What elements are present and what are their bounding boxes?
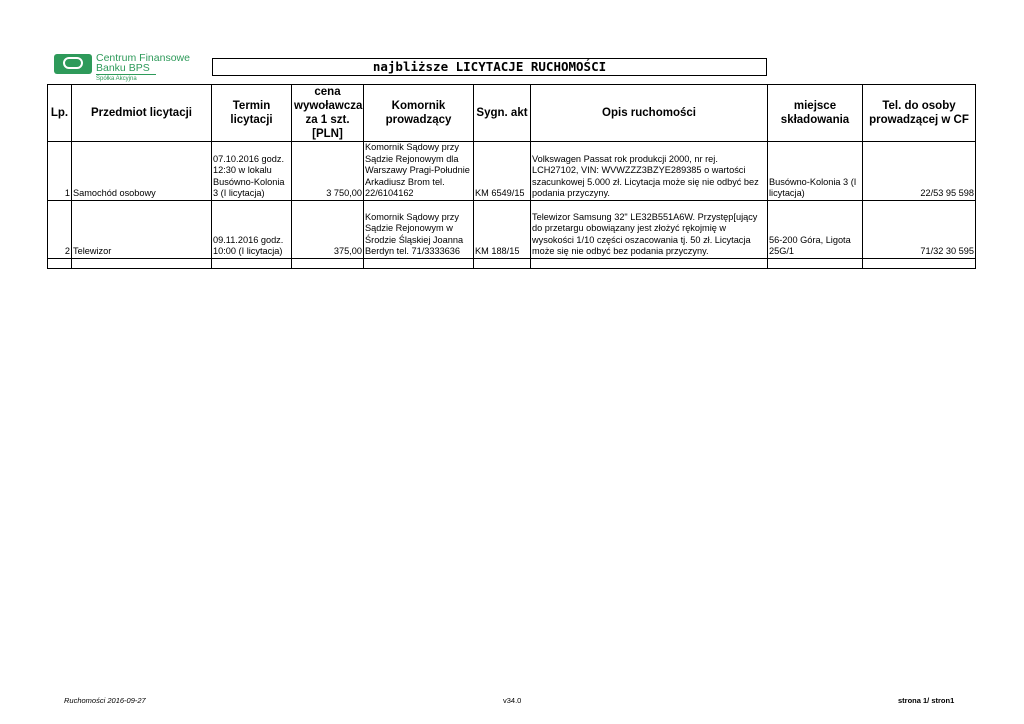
- cell-description: Volkswagen Passat rok produkcji 2000, nr rej. LCH27102, VIN: WVWZZZ3BZYE289385 o wartości szacunkowej 5.000 zł. Licytacja może się nie odbyć bez podania przyczyny.: [531, 142, 768, 201]
- cell-tel: 71/32 30 595: [863, 200, 976, 258]
- header-place: miejsce składowania: [768, 85, 863, 142]
- logo-speech-bubble-icon: [54, 54, 92, 74]
- company-logo: [54, 54, 204, 82]
- cell-lp: 2: [48, 200, 72, 258]
- table-row: [48, 200, 976, 258]
- cell-description: Telewizor Samsung 32" LE32B551A6W. Przystęp[ujący do przetargu obowiązany jest złożyć rękojmię w wysokości 1/10 części oszacowania tj. 50 zł. Licytacja może się nie odbyć bez podania przyczyny.: [531, 200, 768, 258]
- header-subject: Przedmiot licytacji: [72, 85, 212, 142]
- logo-name: Centrum Finansowe Banku BPS: [96, 52, 190, 74]
- cell-price: 375,00: [292, 200, 364, 258]
- header-lp: Lp.: [48, 85, 72, 142]
- table-row-empty: [48, 258, 976, 268]
- cell-price: 3 750,00: [292, 142, 364, 201]
- footer-filename: Ruchomości 2016-09-27: [64, 696, 146, 705]
- cell-bailiff: Komornik Sądowy przy Sądzie Rejonowym w Środzie Śląskiej Joanna Berdyn tel. 71/3333636: [364, 200, 474, 258]
- cell-place: Busówno-Kolonia 3 (I licytacja): [768, 142, 863, 201]
- cell-case: KM 6549/15: [474, 142, 531, 201]
- header-tel: Tel. do osoby prowadzącej w CF: [863, 85, 976, 142]
- footer-version: v34.0: [503, 696, 522, 705]
- cell-subject: Telewizor: [72, 200, 212, 258]
- table-row: [48, 142, 976, 201]
- header-term: Termin licytacji: [212, 85, 292, 142]
- page-title: najbliższe LICYTACJE RUCHOMOŚCI: [212, 58, 767, 76]
- cell-term: 07.10.2016 godz. 12:30 w lokalu Busówno-Kolonia 3 (I licytacja): [212, 142, 292, 201]
- cell-lp: 1: [48, 142, 72, 201]
- header-case: Sygn. akt: [474, 85, 531, 142]
- logo-subtitle: Spółka Akcyjna: [96, 74, 156, 82]
- header-price: cena wywoławcza za 1 szt. [PLN]: [292, 85, 364, 142]
- cell-tel: 22/53 95 598: [863, 142, 976, 201]
- cell-bailiff: Komornik Sądowy przy Sądzie Rejonowym dla Warszawy Pragi-Południe Arkadiusz Brom tel. 22/6104162: [364, 142, 474, 201]
- cell-term: 09.11.2016 godz. 10:00 (I licytacja): [212, 200, 292, 258]
- table-header-row: [48, 85, 976, 142]
- footer-page-number: strona 1/ stron1: [898, 696, 955, 705]
- cell-case: KM 188/15: [474, 200, 531, 258]
- header-bailiff: Komornik prowadzący: [364, 85, 474, 142]
- cell-subject: Samochód osobowy: [72, 142, 212, 201]
- header-description: Opis ruchomości: [531, 85, 768, 142]
- cell-place: 56-200 Góra, Ligota 25G/1: [768, 200, 863, 258]
- auctions-table: [47, 84, 976, 269]
